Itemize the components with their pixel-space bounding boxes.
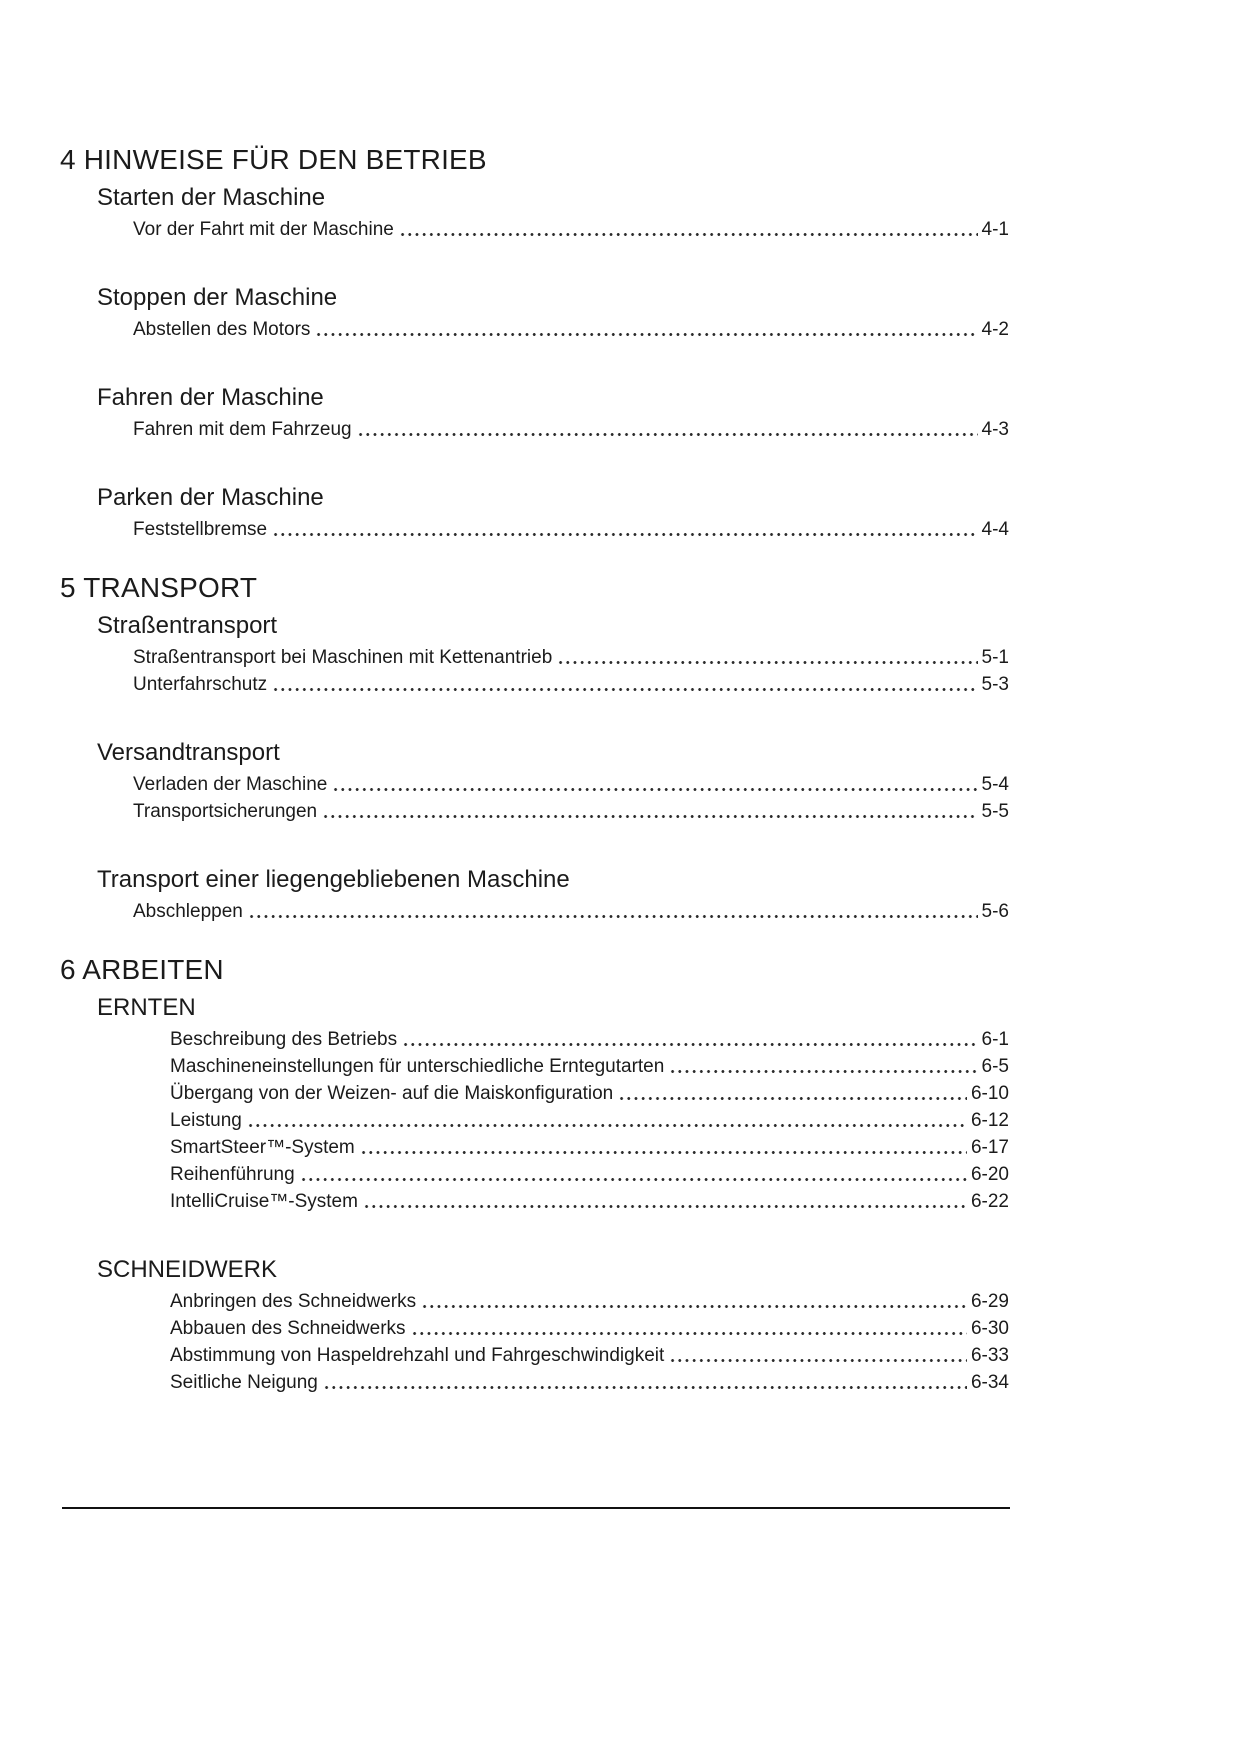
entry-page-number: 6-30: [970, 1318, 1009, 1339]
entry-page-number: 4-1: [981, 219, 1009, 240]
entry-title: Fahren mit dem Fahrzeug: [133, 419, 352, 440]
toc-entry: [133, 644, 1009, 671]
chapter-heading: 5 TRANSPORT: [60, 572, 258, 603]
entry-page-number: 6-10: [970, 1083, 1009, 1104]
entry-page-number: 5-6: [981, 901, 1009, 922]
section-entries: [97, 416, 1009, 443]
entry-title: Übergang von der Weizen- auf die Maiskonfiguration: [170, 1083, 614, 1104]
leader-dots: [399, 232, 978, 237]
toc-section: [60, 483, 1009, 543]
entry-page-number: 6-22: [970, 1191, 1009, 1212]
section-entries: [97, 216, 1009, 243]
entry-page-number: 5-1: [981, 647, 1009, 668]
toc-chapter-4: [60, 143, 1009, 543]
toc-section: [60, 738, 1009, 825]
entry-page-number: 6-34: [970, 1372, 1009, 1393]
entry-page-number: 6-20: [970, 1164, 1009, 1185]
toc-section: [60, 383, 1009, 443]
toc-section: [60, 993, 1009, 1215]
section-heading: Versandtransport: [97, 739, 280, 766]
entry-page-number: 4-3: [981, 419, 1009, 440]
section-entries: [97, 1288, 1009, 1396]
entry-title: Straßentransport bei Maschinen mit Kettenantrieb: [133, 647, 553, 668]
leader-dots: [421, 1304, 967, 1309]
entry-title: Feststellbremse: [133, 519, 268, 540]
leader-dots: [272, 687, 977, 692]
entry-title: Abstimmung von Haspeldrehzahl und Fahrgeschwindigkeit: [170, 1345, 665, 1366]
entry-page-number: 6-5: [981, 1056, 1009, 1077]
toc-entry: [170, 1188, 1009, 1215]
toc-entry: [170, 1134, 1009, 1161]
toc-section: [60, 1255, 1009, 1396]
leader-dots: [248, 914, 978, 919]
entry-page-number: 6-12: [970, 1110, 1009, 1131]
section-entries: [97, 316, 1009, 343]
entry-title: SmartSteer™-System: [170, 1137, 355, 1158]
leader-dots: [557, 660, 977, 665]
toc-entry: [170, 1342, 1009, 1369]
entry-title: IntelliCruise™-System: [170, 1191, 358, 1212]
leader-dots: [618, 1096, 967, 1101]
entry-title: Beschreibung des Betriebs: [170, 1029, 398, 1050]
section-heading: Parken der Maschine: [97, 484, 324, 511]
entry-title: Maschineneinstellungen für unterschiedliche Erntegutarten: [170, 1056, 665, 1077]
leader-dots: [411, 1331, 967, 1336]
section-heading: Straßentransport: [97, 612, 278, 639]
section-heading: SCHNEIDWERK: [97, 1256, 278, 1283]
chapter-heading: 4 HINWEISE FÜR DEN BETRIEB: [60, 144, 487, 175]
toc-entry: [170, 1369, 1009, 1396]
leader-dots: [272, 532, 977, 537]
entry-page-number: 5-5: [981, 801, 1009, 822]
toc-entry: [170, 1053, 1009, 1080]
entry-title: Transportsicherungen: [133, 801, 318, 822]
entry-title: Unterfahrschutz: [133, 674, 268, 695]
leader-dots: [315, 332, 977, 337]
toc-section: [60, 283, 1009, 343]
toc-entry: [170, 1107, 1009, 1134]
leader-dots: [323, 1385, 967, 1390]
entry-title: Leistung: [170, 1110, 242, 1131]
entry-page-number: 5-3: [981, 674, 1009, 695]
leader-dots: [402, 1042, 977, 1047]
toc-entry: [133, 898, 1009, 925]
leader-dots: [669, 1358, 967, 1363]
entry-title: Seitliche Neigung: [170, 1372, 318, 1393]
section-heading: ERNTEN: [97, 994, 196, 1021]
section-heading: Fahren der Maschine: [97, 384, 324, 411]
entry-page-number: 6-17: [970, 1137, 1009, 1158]
toc-section: [60, 865, 1009, 925]
section-entries: [97, 898, 1009, 925]
bottom-rule: [62, 1507, 1010, 1509]
section-entries: [97, 771, 1009, 825]
leader-dots: [360, 1150, 967, 1155]
entry-page-number: 4-4: [981, 519, 1009, 540]
leader-dots: [332, 787, 977, 792]
toc-entry: [133, 671, 1009, 698]
entry-title: Abschleppen: [133, 901, 243, 922]
entry-title: Abbauen des Schneidwerks: [170, 1318, 406, 1339]
section-heading: Stoppen der Maschine: [97, 284, 338, 311]
section-entries: [97, 1026, 1009, 1215]
leader-dots: [247, 1123, 967, 1128]
leader-dots: [357, 432, 978, 437]
leader-dots: [669, 1069, 977, 1074]
leader-dots: [363, 1204, 967, 1209]
toc-chapter-6: [60, 953, 1009, 1396]
entry-page-number: 4-2: [981, 319, 1009, 340]
toc-entry: [133, 216, 1009, 243]
leader-dots: [300, 1177, 967, 1182]
toc-entry: [133, 416, 1009, 443]
toc-entry: [170, 1080, 1009, 1107]
toc-entry: [133, 798, 1009, 825]
leader-dots: [322, 814, 977, 819]
entry-title: Anbringen des Schneidwerks: [170, 1291, 417, 1312]
entry-title: Reihenführung: [170, 1164, 295, 1185]
toc-entry: [133, 516, 1009, 543]
section-heading: Starten der Maschine: [97, 184, 326, 211]
entry-page-number: 6-29: [970, 1291, 1009, 1312]
toc-entry: [170, 1288, 1009, 1315]
entry-title: Abstellen des Motors: [133, 319, 311, 340]
entry-page-number: 5-4: [981, 774, 1009, 795]
toc-entry: [170, 1315, 1009, 1342]
entry-title: Verladen der Maschine: [133, 774, 328, 795]
entry-title: Vor der Fahrt mit der Maschine: [133, 219, 394, 240]
section-heading: Transport einer liegengebliebenen Maschine: [97, 866, 570, 893]
section-entries: [97, 516, 1009, 543]
toc-entry: [170, 1026, 1009, 1053]
toc-entry: [170, 1161, 1009, 1188]
toc-section: [60, 611, 1009, 698]
section-entries: [97, 644, 1009, 698]
toc-entry: [133, 771, 1009, 798]
entry-page-number: 6-33: [970, 1345, 1009, 1366]
toc-chapter-5: [60, 571, 1009, 925]
chapter-heading: 6 ARBEITEN: [60, 954, 224, 985]
toc-entry: [133, 316, 1009, 343]
toc-section: [60, 183, 1009, 243]
entry-page-number: 6-1: [981, 1029, 1009, 1050]
